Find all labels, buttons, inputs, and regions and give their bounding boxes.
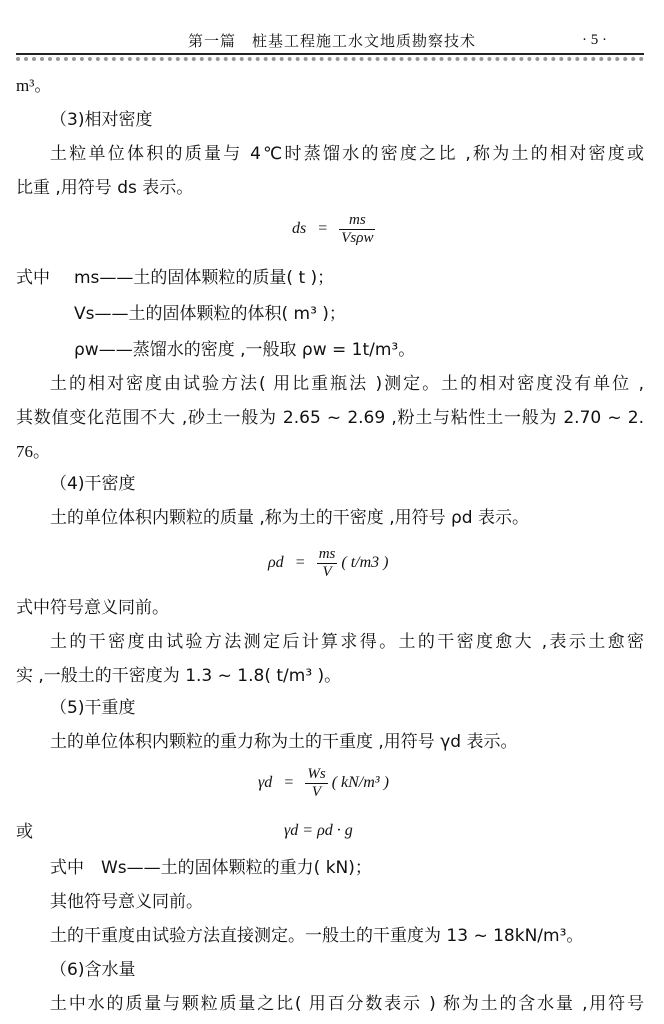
paragraph-line: 土的单位体积内颗粒的质量 ,称为土的干密度 ,用符号 ρd 表示。 xyxy=(50,508,530,528)
or-label: 或 xyxy=(16,822,33,842)
equation-dry-unit-weight-alt: γd = ρd · g xyxy=(284,822,353,839)
eq2-numerator: ms xyxy=(318,546,336,562)
eq3-lhs: γd xyxy=(258,774,273,792)
section-heading-6: （6)含水量 xyxy=(50,960,136,980)
section-heading-4: （4)干密度 xyxy=(50,474,136,494)
eq1-equals: = xyxy=(318,220,328,238)
paragraph-line: 式中符号意义同前。 xyxy=(16,598,169,618)
where-label: 式中 xyxy=(16,268,50,288)
paragraph-line: 其他符号意义同前。 xyxy=(50,892,203,912)
equation-dry-unit-weight xyxy=(258,766,389,801)
section-heading-3: （3)相对密度 xyxy=(50,110,153,130)
eq3-numerator: Ws xyxy=(307,766,326,782)
symbol-definition: Vs——土的固体颗粒的体积( m³ )； xyxy=(74,304,346,324)
paragraph-line: 土的干密度由试验方法测定后计算求得。土的干密度愈大 ,表示土愈密 xyxy=(50,632,644,652)
section-heading-5: （5)干重度 xyxy=(50,698,136,718)
eq2-unit: ( t/m3 ) xyxy=(341,554,389,572)
symbol-definition: 式中 Ws——土的固体颗粒的重力( kN)； xyxy=(50,858,372,878)
symbol-definition: ms——土的固体颗粒的质量( t )； xyxy=(74,268,335,288)
paragraph-line: 76。 xyxy=(16,442,50,461)
eq3-fraction xyxy=(305,766,327,801)
eq2-denominator: V xyxy=(322,564,332,580)
eq1-denominator: Vsρw xyxy=(341,230,374,246)
eq2-fraction xyxy=(317,546,338,581)
running-header-title: 第一篇 桩基工程施工水文地质勘察技术 xyxy=(187,32,476,50)
paragraph-line: 土的单位体积内颗粒的重力称为土的干重度 ,用符号 γd 表示。 xyxy=(50,732,518,752)
equation-dry-density xyxy=(268,546,389,581)
paragraph-line: 实 ,一般土的干密度为 1.3 ~ 1.8( t/m³ )。 xyxy=(16,666,342,686)
paragraph-line: 其数值变化范围不大 ,砂土一般为 2.65 ~ 2.69 ,粉土与粘性土一般为 2.70 ~ 2. xyxy=(16,408,644,428)
eq1-lhs: ds xyxy=(292,220,307,238)
page-number: · 5 · xyxy=(582,32,607,48)
eq2-lhs: ρd xyxy=(268,554,284,572)
eq3-denominator: V xyxy=(311,784,322,800)
equation-relative-density xyxy=(292,212,375,247)
paragraph-line: 比重 ,用符号 ds 表示。 xyxy=(16,178,194,198)
paragraph-line: 土粒单位体积的质量与 4℃时蒸馏水的密度之比 ,称为土的相对密度或 xyxy=(50,144,644,164)
header-dotted-rule xyxy=(16,57,644,61)
text-line-1: m³。 xyxy=(16,76,52,95)
paragraph-line: 土中水的质量与颗粒质量之比( 用百分数表示 ) 称为土的含水量 ,用符号 xyxy=(50,994,644,1014)
eq1-numerator: ms xyxy=(339,212,375,230)
header-rule xyxy=(16,53,644,55)
eq2-equals: = xyxy=(295,554,305,572)
paragraph-line: 土的干重度由试验方法直接测定。一般土的干重度为 13 ~ 18kN/m³。 xyxy=(50,926,584,946)
eq3-unit: ( kN/m³ ) xyxy=(331,774,389,792)
eq3-equals: = xyxy=(284,774,294,792)
symbol-definition: ρw——蒸馏水的密度 ,一般取 ρw = 1t/m³。 xyxy=(74,340,416,360)
eq1-fraction xyxy=(339,212,375,247)
paragraph-line: 土的相对密度由试验方法( 用比重瓶法 )测定。土的相对密度没有单位 , xyxy=(50,374,644,394)
